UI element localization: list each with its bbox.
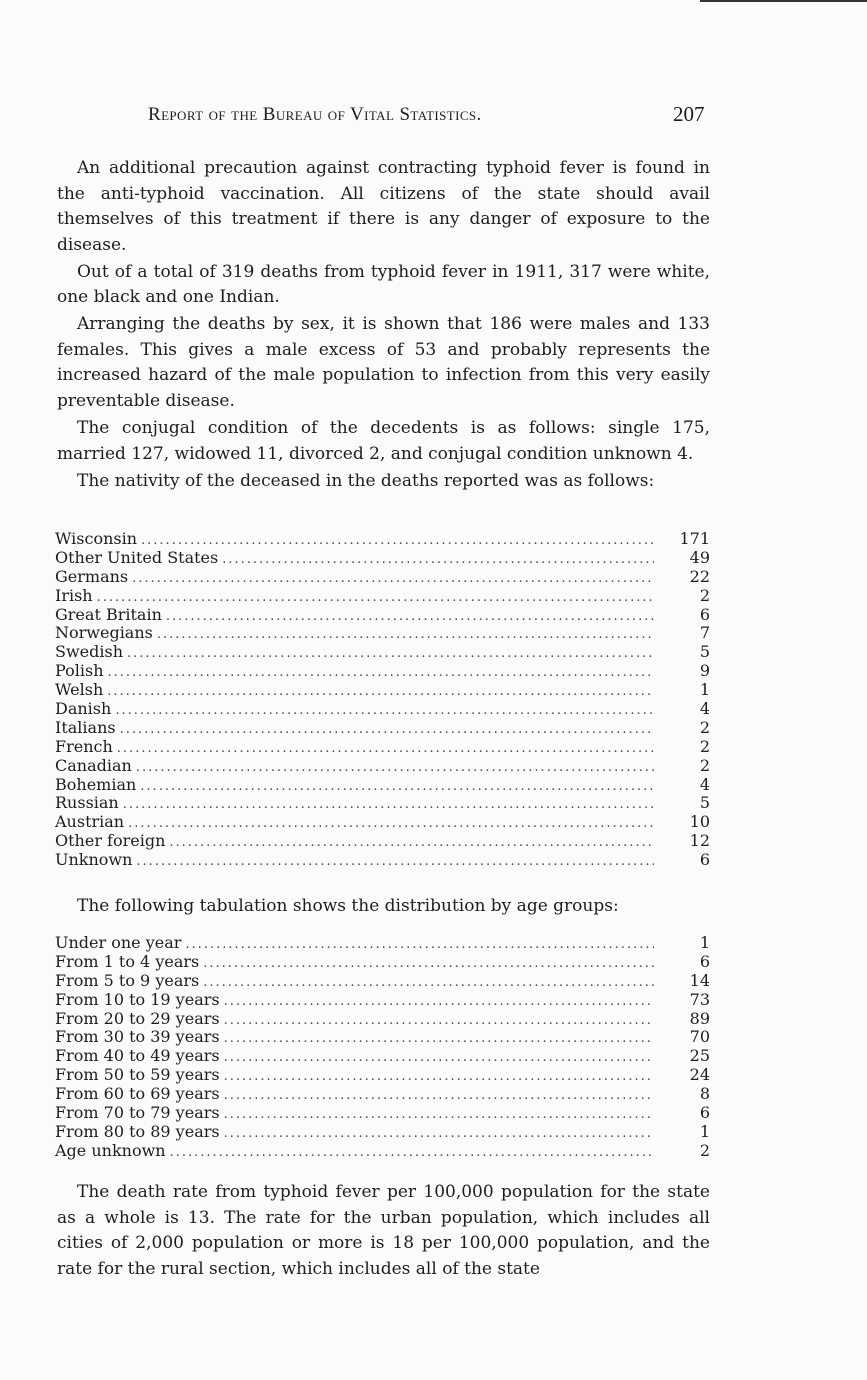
leader-dots	[108, 664, 655, 683]
leader-dots	[185, 936, 654, 955]
row-value: 49	[689, 547, 710, 567]
nativity-table	[55, 530, 710, 870]
row-value: 1	[699, 680, 710, 700]
leader-dots	[224, 1125, 654, 1144]
row-label: Italians	[55, 717, 116, 737]
row-label: Other foreign	[55, 831, 166, 851]
row-value: 25	[689, 1046, 710, 1066]
row-label: Unknown	[55, 850, 133, 870]
row-value: 5	[699, 642, 710, 662]
row-value: 2	[699, 585, 710, 605]
row-value: 2	[699, 717, 710, 737]
table-row	[55, 972, 710, 991]
table-row	[55, 794, 710, 813]
row-label: Germans	[55, 566, 129, 586]
leader-dots	[97, 589, 654, 608]
leader-dots	[224, 1068, 654, 1087]
row-value: 8	[699, 1084, 710, 1104]
table-row	[55, 1010, 710, 1029]
row-label: Under one year	[55, 933, 182, 952]
table-row	[55, 700, 710, 719]
top-edge-rule	[700, 0, 867, 2]
row-value: 4	[699, 699, 710, 719]
row-value: 9	[699, 661, 710, 681]
leader-dots	[128, 815, 654, 834]
table-row	[55, 738, 710, 757]
row-label: Austrian	[55, 812, 125, 832]
row-label: Great Britain	[55, 604, 162, 624]
row-label: Polish	[55, 661, 104, 681]
leader-dots	[136, 759, 654, 778]
leader-dots	[127, 645, 654, 664]
table-row	[55, 813, 710, 832]
leader-dots	[224, 993, 654, 1012]
table-row	[55, 1047, 710, 1066]
table-row	[55, 606, 710, 625]
leader-dots	[203, 955, 654, 974]
row-value: 14	[689, 970, 710, 990]
row-value: 2	[699, 755, 710, 775]
table-row	[55, 1066, 710, 1085]
leader-dots	[203, 974, 654, 993]
table-row	[55, 530, 710, 549]
row-value: 6	[699, 951, 710, 971]
leader-dots	[140, 778, 654, 797]
leader-dots	[166, 608, 654, 627]
table-row	[55, 1028, 710, 1047]
leader-dots	[169, 834, 654, 853]
row-label: From 40 to 49 years	[55, 1046, 220, 1066]
leader-dots	[224, 1049, 654, 1068]
page-header	[0, 104, 867, 134]
row-label: Age unknown	[55, 1140, 166, 1160]
table-row	[55, 1085, 710, 1104]
row-value: 1	[699, 1121, 710, 1141]
row-value: 7	[699, 623, 710, 643]
leader-dots	[136, 853, 654, 872]
running-title: Report of the Bureau of Vital Statistics.	[148, 104, 482, 125]
row-label: From 20 to 29 years	[55, 1008, 220, 1028]
row-value: 6	[699, 1103, 710, 1123]
leader-dots	[132, 570, 654, 589]
row-label: Welsh	[55, 680, 104, 700]
leader-dots	[157, 626, 654, 645]
row-label: Russian	[55, 793, 119, 813]
row-value: 5	[699, 793, 710, 813]
paragraph-death-rate: The death rate from typhoid fever per 100,000 population for the state as a whole is 13. The rate for the urban population, which includes all cities of 2,000 population or more is 18 per 100,000 population, and the rate for the rural section, which includes all of the state	[57, 1182, 710, 1279]
table-row	[55, 624, 710, 643]
table-row	[55, 549, 710, 568]
closing-text	[57, 1180, 710, 1282]
table-row	[55, 568, 710, 587]
leader-dots	[115, 702, 654, 721]
row-label: Irish	[55, 585, 93, 605]
table-row	[55, 1142, 710, 1161]
paragraph-nativity-intro: The nativity of the deceased in the deaths reported was as follows:	[77, 470, 655, 491]
row-value: 2	[699, 736, 710, 756]
leader-dots	[117, 740, 654, 759]
row-value: 171	[679, 529, 710, 548]
row-label: Canadian	[55, 755, 132, 775]
row-label: Bohemian	[55, 774, 137, 794]
paragraph-conjugal: The conjugal condition of the decedents is as follows: single 175, married 127, widowed 11, divorced 2, and conjugal condition unknown 4.	[57, 418, 710, 464]
row-label: From 10 to 19 years	[55, 989, 220, 1009]
leader-dots	[107, 683, 654, 702]
row-value: 1	[699, 933, 710, 952]
paragraph-vaccination: An additional precaution against contracting typhoid fever is found in the anti-typhoid vaccination. All citizens of the state should avail themselves of this treatment if there is any danger of exposure to the disease.	[57, 158, 710, 255]
leader-dots	[123, 796, 654, 815]
leader-dots	[170, 1144, 654, 1163]
row-value: 6	[699, 604, 710, 624]
table-row	[55, 1104, 710, 1123]
table-row	[55, 757, 710, 776]
row-label: Norwegians	[55, 623, 153, 643]
row-label: From 30 to 39 years	[55, 1027, 220, 1047]
leader-dots	[224, 1030, 654, 1049]
row-label: Wisconsin	[55, 529, 138, 548]
leader-dots	[120, 721, 654, 740]
row-value: 89	[689, 1008, 710, 1028]
page-number: 207	[673, 102, 705, 126]
row-label: French	[55, 736, 113, 756]
table-row	[55, 1123, 710, 1142]
body-text	[57, 156, 710, 496]
row-label: From 1 to 4 years	[55, 951, 200, 971]
row-label: From 80 to 89 years	[55, 1121, 220, 1141]
row-label: From 70 to 79 years	[55, 1103, 220, 1123]
table-row	[55, 719, 710, 738]
leader-dots	[224, 1087, 654, 1106]
table-row	[55, 953, 710, 972]
paragraph-race: Out of a total of 319 deaths from typhoid fever in 1911, 317 were white, one black and one Indian.	[57, 261, 710, 308]
leader-dots	[224, 1012, 654, 1031]
row-label: Swedish	[55, 642, 123, 662]
table-row	[55, 776, 710, 795]
table-row	[55, 832, 710, 851]
row-label: From 50 to 59 years	[55, 1065, 220, 1085]
row-value: 10	[689, 812, 710, 832]
age-table-intro: The following tabulation shows the distribution by age groups:	[77, 896, 619, 916]
table-row	[55, 851, 710, 870]
table-row	[55, 643, 710, 662]
row-label: Danish	[55, 699, 112, 719]
age-groups-table	[55, 934, 710, 1161]
row-label: From 60 to 69 years	[55, 1084, 220, 1104]
row-value: 73	[689, 989, 710, 1009]
paragraph-sex: Arranging the deaths by sex, it is shown that 186 were males and 133 females. This gives a male excess of 53 and probably represents the increased hazard of the male population to infection from this very easily preventable disease.	[57, 314, 710, 411]
row-value: 12	[689, 831, 710, 851]
leader-dots	[224, 1106, 654, 1125]
row-value: 24	[689, 1065, 710, 1085]
leader-dots	[222, 551, 654, 570]
table-row	[55, 662, 710, 681]
row-label: From 5 to 9 years	[55, 970, 200, 990]
row-value: 22	[689, 566, 710, 586]
row-value: 4	[699, 774, 710, 794]
row-label: Other United States	[55, 547, 219, 567]
row-value: 2	[699, 1140, 710, 1160]
row-value: 6	[699, 850, 710, 870]
table-row	[55, 991, 710, 1010]
row-value: 70	[689, 1027, 710, 1047]
table-row	[55, 934, 710, 953]
table-row	[55, 681, 710, 700]
table-row	[55, 587, 710, 606]
